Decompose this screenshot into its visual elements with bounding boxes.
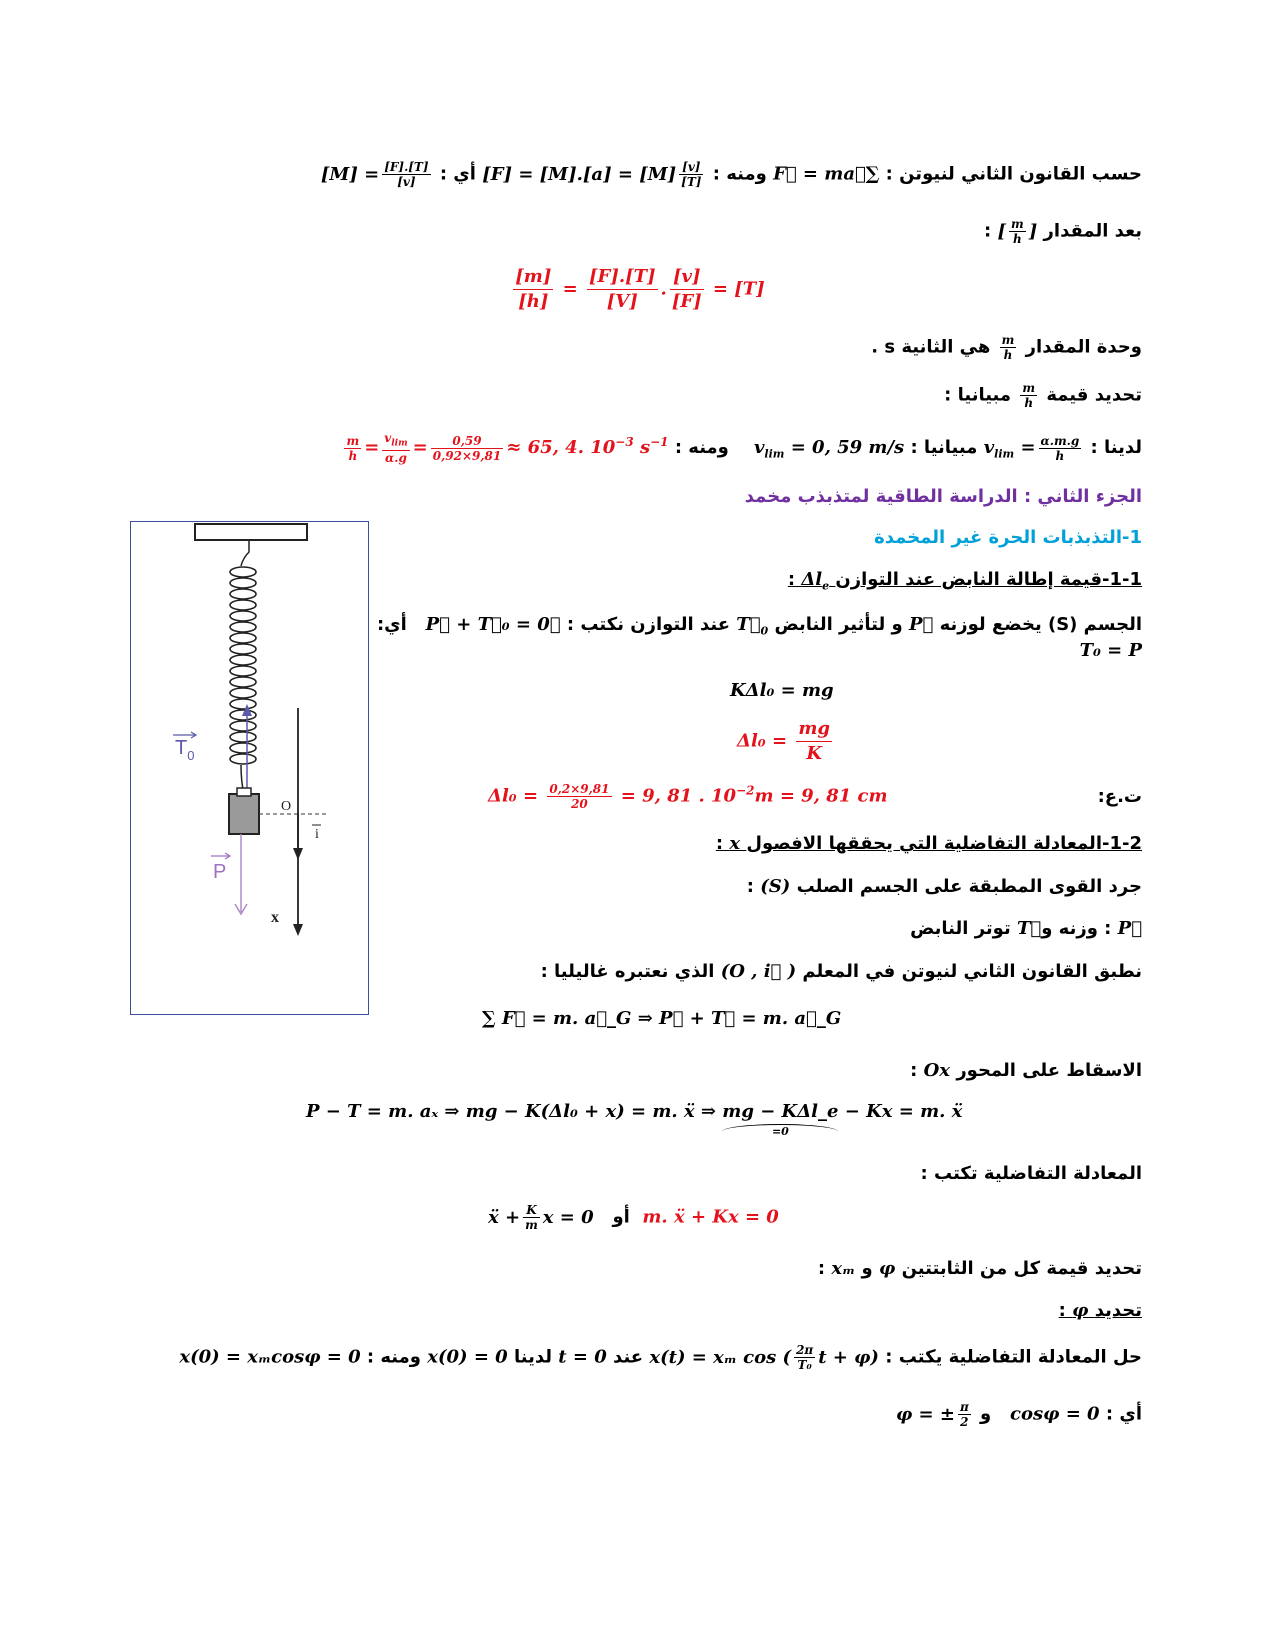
spring-coils <box>230 567 256 764</box>
differential-equation: ẍ + $\frac{K}{m}$ x = 0 أو m. ẍ + Kx = 0 <box>488 1203 779 1232</box>
origin-label: O <box>281 799 292 814</box>
section-1-heading: 1-التذبذبات الحرة غير المخمدة <box>874 527 1142 548</box>
newton-law-line: حسب القانون الثاني لنيوتن : ∑F⃗ = ma⃗ ومنه : [F] = [M].[a] = [M] $\frac{[v]}{[T]}$ أي : [M] = $\frac{[F].[T]}{[v]}$ <box>320 160 1142 189</box>
newton-vector-equation: ∑ F⃗ = m. a⃗_G ⇒ P⃗ + T⃗ = m. a⃗_G <box>482 1008 842 1029</box>
i-vector-arrowhead <box>293 848 303 860</box>
dimension-heading: بعد المقدار [ $\frac{m}{h}$ ] : <box>984 217 1142 246</box>
unit-statement: وحدة المقدار $\frac{m}{h}$ هي الثانية s . <box>871 333 1142 362</box>
constants-heading: تحديد قيمة كل من الثابتتين φ و xₘ : <box>817 1258 1142 1279</box>
projection-heading: الاسقاط على المحور Ox : <box>910 1060 1142 1081</box>
spring-mass-figure <box>130 521 369 1015</box>
section-1-2-heading: 1-2-المعادلة التفاضلية التي يحققها الافصول x : <box>715 833 1142 854</box>
phase-heading: تحديد φ : <box>1058 1300 1142 1321</box>
i-label: i <box>315 827 319 842</box>
part-two-heading: الجزء الثاني : الدراسة الطاقية لمتذبذب مخمد <box>744 486 1142 507</box>
solution-statement: حل المعادلة التفاضلية يكتب : x(t) = xₘ cos ( $\frac{2\pi}{\text{T₀}}$ t + φ) عند t = 0 لدينا x(0) = 0 ومنه : x(0) = xₘcosφ = 0 <box>179 1343 1142 1372</box>
spring-top-hook <box>241 540 249 566</box>
projection-equation: P − T = m. aₓ ⇒ mg − K(Δl₀ + x) = m. ẍ ⇒ mg − KΔl_e =0 − Kx = m. ẍ <box>306 1101 963 1138</box>
reference-frame-statement: نطبق القانون الثاني لنيوتن في المعلم (O , i⃗ ) الذي نعتبره غاليليا : <box>540 961 1142 982</box>
delta-l0-formula: Δl₀ = $\frac{mg}{K}$ <box>737 718 830 764</box>
numeric-app-label: ت.ع: <box>1097 786 1142 807</box>
section-1-1-heading: 1-1-قيمة إطالة النابض عند التوازن $\Delta l_e$ : <box>787 569 1142 593</box>
mass-block <box>229 794 259 834</box>
dimension-equation: $\frac{[m]}{[h]}$ = $\frac{[F].[T]}{[V]}$ . $\frac{[v]}{[F]}$ = [T] <box>515 266 765 312</box>
t0-label: $T_0$ <box>175 737 195 763</box>
equilibrium-equation: KΔl₀ = mg <box>730 680 834 701</box>
p-label: P <box>213 861 227 883</box>
delta-l0-numeric: Δl₀ = $\frac{0,2\times 9,81}{20}$ = 9, 81 . $10^{-2}m = 9$, 81 cm <box>488 782 888 811</box>
phase-result: أي : cosφ = 0 و φ = ± $\frac{\pi}{2}$ <box>895 1400 1142 1429</box>
x-axis-label: x <box>271 909 279 926</box>
t0-equals-p: T₀ = P <box>1079 640 1142 661</box>
forces-inventory: جرد القوى المطبقة على الجسم الصلب (S) : <box>746 876 1142 897</box>
vlim-calculation: لدينا : $v_{lim}$ = $\frac{\alpha.m.g}{h}$ مبيانيا : $v_{lim} = 0$, 59 m/s ومنه : $\frac{m}{h}$ = $\frac{v_{lim}}{\alpha.g}$ = $\frac{0,59}{0,92\times 9,81}$ ≈ 65, 4. $10^{-3}$ $s^{-1}$ <box>346 431 1142 466</box>
forces-list: P⃗ : وزنه وT⃗ توتر النابض <box>910 918 1142 939</box>
equilibrium-statement: الجسم (S) يخضع لوزنه P⃗ و لتأثير النابض $T⃗_0$ عند التوازن نكتب : P⃗ + T⃗₀ = 0⃗ أي: <box>376 614 1142 638</box>
ceiling-support <box>195 524 307 540</box>
differential-equation-heading: المعادلة التفاضلية تكتب : <box>920 1163 1142 1184</box>
x-axis-arrowhead <box>293 924 303 936</box>
graphical-value-heading: تحديد قيمة $\frac{m}{h}$ مبيانيا : <box>944 381 1142 410</box>
